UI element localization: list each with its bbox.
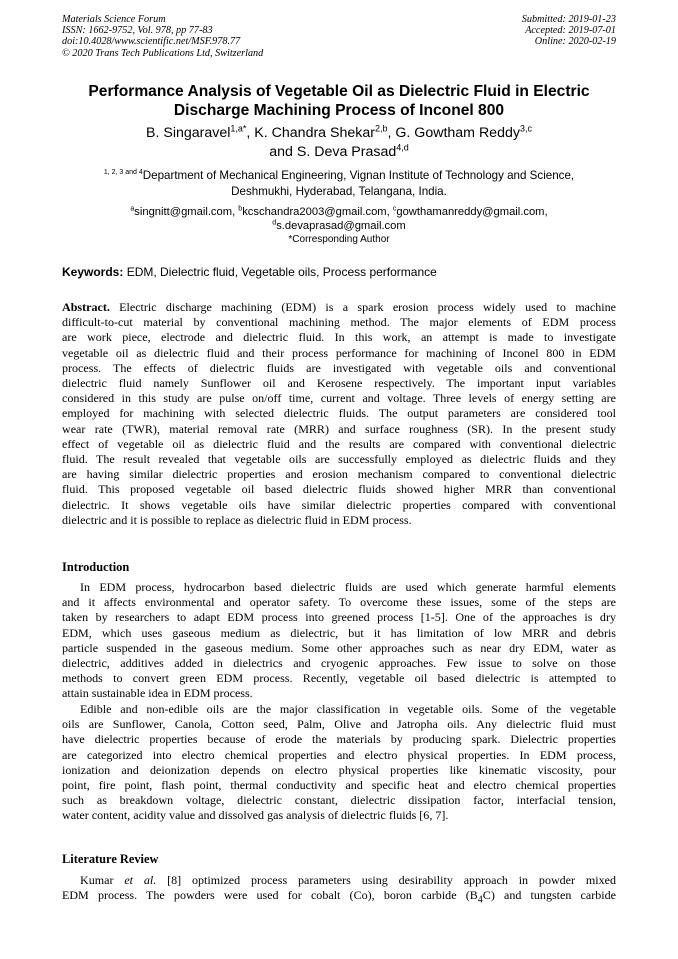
paragraph-line — [62, 873, 616, 888]
abstract-line: dielectric. It shows vegetable oils have similar dielectric properties compared with conventional — [62, 497, 616, 512]
email-link[interactable]: s.devaprasad@gmail.com — [276, 220, 406, 232]
paragraph-line — [62, 888, 616, 908]
abstract-line: fluid. This proposed vegetable oil based dielectric fluids showed higher MRR than conventional — [62, 482, 616, 497]
abstract-line: difficult-to-cut material by conventional machining method. The major elements of EDM process — [62, 315, 616, 330]
abstract-line: wear rate (TWR), material removal rate (MRR) and surface roughness (SR). In the present study — [62, 421, 616, 436]
abstract-line: employed for machining with selected dielectric fluids. The output parameters are considered tool — [62, 406, 616, 421]
keywords-label: Keywords: — [62, 265, 124, 279]
author-name: , K. Chandra Shekar — [246, 125, 375, 141]
abstract-line: considered in this study are pulse on/off time, current and voltage. Three levels of energy setting are — [62, 391, 616, 406]
abstract-line: Electric discharge machining (EDM) is a spark erosion process widely used to machine — [109, 300, 616, 314]
abstract-line: effect of vegetable oil as dielectric fluid and the results are compared with conventional dielectric — [62, 436, 616, 451]
paragraph-line: are categorized into electro chemical properties and electro physical properties. In EDM process, — [62, 747, 616, 762]
literature-paragraph — [62, 873, 616, 908]
abstract-line: are having similar dielectric properties and erosion mechanism compared to conventional dielectric — [62, 467, 616, 482]
paragraph-line: taken by researchers to adapt EDM process into greened process [1-5]. One of the approaches is dry — [62, 610, 616, 625]
paragraph-line: Edible and non-edible oils are the major classification in vegetable oils. Some of the vegetable — [80, 702, 616, 716]
submission-dates — [522, 14, 616, 48]
corresponding-author-note: *Corresponding Author — [288, 234, 390, 245]
author-list — [62, 124, 616, 162]
date-accepted: Accepted: 2019-07-01 — [525, 25, 616, 37]
author-sup: 3,c — [519, 123, 532, 134]
author-sup: 2,b — [374, 123, 388, 134]
abstract-line: process. The effects of dielectric fluids are investigated with vegetable oils and conventional — [62, 360, 616, 375]
subscript: 4 — [477, 894, 483, 906]
section-heading-introduction: Introduction — [62, 560, 130, 574]
text-run: EDM process. The powders were used for cobalt (Co), boron carbide (B — [62, 888, 478, 903]
journal-info — [62, 14, 263, 59]
abstract — [62, 300, 616, 528]
email-sup: d — [272, 219, 277, 227]
email-sup: b — [238, 205, 243, 213]
author-sup: 1,a* — [230, 123, 247, 134]
journal-issn: ISSN: 1662-9752, Vol. 978, pp 77-83 — [62, 25, 213, 37]
email-sup: a — [130, 205, 135, 213]
date-submitted: Submitted: 2019-01-23 — [521, 14, 616, 25]
abstract-line: fluid. The result revealed that vegetable oils are successfully employed as dielectric fluids and they — [62, 452, 616, 467]
paper-title — [62, 82, 616, 120]
email-sup: c — [392, 205, 397, 213]
paragraph-line: In EDM process, hydrocarbon based dielectric fluids are used which generate harmful elements — [80, 580, 616, 594]
paragraph-line: oils are Sunflower, Canola, Cotton seed, Palm, Olive and Jatropha oils. Any dielectric fluid must — [62, 717, 616, 732]
author-name: and S. Deva Prasad — [269, 144, 397, 160]
text-run: Kumar — [80, 873, 125, 887]
paragraph-line: particle suspended in the gaseous medium. Some other approaches such as near dry EDM, water as — [62, 640, 616, 655]
paragraph-line: ionization and deionization depends on electro physical properties like kinematic viscosity, pour — [62, 762, 616, 777]
title-line: Discharge Machining Process of Inconel 800 — [173, 102, 505, 119]
email-link[interactable]: singnitt@gmail.com, — [134, 206, 239, 218]
abstract-label: Abstract. — [62, 300, 110, 314]
keywords-text: EDM, Dielectric fluid, Vegetable oils, Process performance — [123, 265, 437, 279]
email-link[interactable]: kcschandra2003@gmail.com, — [242, 206, 393, 218]
date-online: Online: 2020-02-19 — [534, 36, 616, 48]
affiliation-sup: 1, 2, 3 and 4 — [103, 169, 143, 177]
journal-doi: doi:10.4028/www.scientific.net/MSF.978.77 — [62, 36, 241, 48]
author-name: , G. Gowtham Reddy — [387, 125, 520, 141]
author-sup: 4,d — [396, 142, 409, 153]
introduction-paragraph-2 — [62, 702, 616, 824]
paragraph-line: methods to convert green EDM process. Recently, vegetable oil based dielectric is attempted to — [62, 671, 616, 686]
author-emails — [62, 205, 616, 247]
text-run: [8] optimized process parameters using desirability approach in powder mixed — [156, 873, 616, 887]
affiliation-line: Deshmukhi, Hyderabad, Telangana, India. — [231, 184, 447, 198]
abstract-line: are work piece, electrode and dielectric fluid. In this work, an attempt is made to investigate — [62, 330, 616, 345]
keywords — [62, 265, 616, 280]
paragraph-line: point, fire point, flash point, thermal conductivity and specific heat and electro chemical properties — [62, 778, 616, 793]
introduction-paragraph-1 — [62, 580, 616, 702]
author-name: B. Singaravel — [146, 125, 231, 141]
abstract-line: dielectric fluid namely Sunflower oil and Kerosene respectively. The important input variables — [62, 376, 616, 391]
text-run-italic: et al. — [124, 873, 157, 887]
affiliation-line: Department of Mechanical Engineering, Vignan Institute of Technology and Science, — [142, 169, 575, 182]
section-heading-literature-review: Literature Review — [62, 852, 159, 866]
journal-copyright: © 2020 Trans Tech Publications Ltd, Switzerland — [62, 47, 264, 59]
journal-name: Materials Science Forum — [62, 14, 166, 25]
paragraph-line: and it affects environmental and operator safety. To overcome these issues, some of the steps are — [62, 595, 616, 610]
text-run: C) and tungsten carbide — [482, 888, 616, 903]
abstract-line: vegetable oil as dielectric fluid and their process performance for machining of Inconel 800 in EDM — [62, 345, 616, 360]
title-line: Performance Analysis of Vegetable Oil as Dielectric Fluid in Electric — [88, 83, 590, 100]
paragraph-line: such as breakdown voltage, dielectric constant, dielectric dissipation factor, interfacial tension, — [62, 793, 616, 808]
abstract-line: dielectric and it is possible to replace as dielectric fluid in EDM process. — [62, 512, 412, 527]
paragraph-line: EDM, which uses gaseous medium as dielectric, but it has limitation of low MRR and debris — [62, 625, 616, 640]
email-link[interactable]: gowthamanreddy@gmail.com, — [396, 206, 548, 218]
paragraph-line: dielectric, additives added in dielectrics and cryogenic approaches. Few issue to solve on those — [62, 656, 616, 671]
paragraph-line: water content, acidity value and dissolved gas analysis of dielectric fluids [6, 7]. — [62, 808, 449, 823]
paragraph-line: have dielectric properties because of erode the materials by producing spark. Dielectric properties — [62, 732, 616, 747]
paragraph-line: attain sustainable idea in EDM process. — [62, 686, 253, 701]
affiliation — [62, 168, 616, 199]
